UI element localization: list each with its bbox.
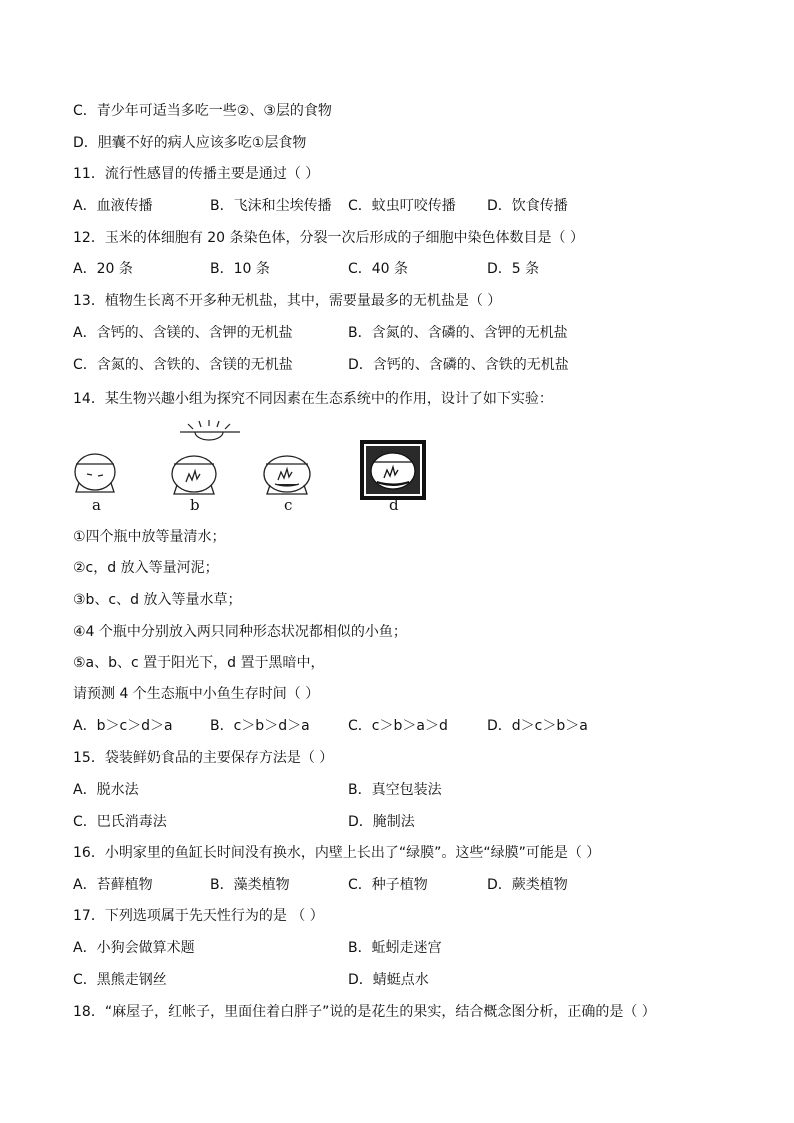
q14-option-c: C．c＞b＞a＞d <box>348 718 448 734</box>
q12-option-b: B．10 条 <box>210 261 270 277</box>
q14-step-1: ①四个瓶中放等量清水； <box>73 529 226 545</box>
bottle-label-b: b <box>190 496 200 514</box>
bottle-c <box>264 456 310 494</box>
q14-step-3: ③b、c、d 放入等量水草； <box>73 592 242 608</box>
q11-option-b: B．飞沫和尘埃传播 <box>210 198 332 214</box>
q17-option-c: C．黑熊走钢丝 <box>73 972 167 988</box>
q17-option-a: A．小狗会做算术题 <box>73 940 195 956</box>
q15-option-c: C．巴氏消毒法 <box>73 814 167 830</box>
question-17: 17．下列选项属于先天性行为的是 （ ） <box>73 908 324 924</box>
question-15: 15．袋装鲜奶食品的主要保存方法是（ ） <box>73 750 334 766</box>
q13-option-a: A．含钙的、含镁的、含钾的无机盐 <box>73 325 293 341</box>
question-11: 11．流行性感冒的传播主要是通过（ ） <box>73 166 320 182</box>
q11-option-c: C．蚊虫叮咬传播 <box>348 198 456 214</box>
bottle-label-a: a <box>92 496 101 514</box>
q14-step-4: ④4 个瓶中分别放入两只同种形态状况都相似的小鱼； <box>73 624 407 640</box>
q13-option-c: C．含氮的、含铁的、含镁的无机盐 <box>73 357 293 373</box>
bottle-label-c: c <box>284 496 293 514</box>
q11-option-a: A．血液传播 <box>73 198 153 214</box>
question-16: 16．小明家里的鱼缸长时间没有换水，内壁上长出了“绿膜”。这些“绿膜”可能是（ ） <box>73 845 601 861</box>
bottle-a <box>75 454 115 492</box>
question-13: 13．植物生长离不开多种无机盐，其中，需要量最多的无机盐是（ ） <box>73 293 502 309</box>
option-line-d: D．胆囊不好的病人应该多吃①层食物 <box>73 135 307 151</box>
option-line-c: C．青少年可适当多吃一些②、③层的食物 <box>73 103 332 119</box>
q15-option-a: A．脱水法 <box>73 782 139 798</box>
q16-option-d: D．蕨类植物 <box>487 877 568 893</box>
q16-option-c: C．种子植物 <box>348 877 428 893</box>
ecosystem-bottles-svg <box>70 420 430 520</box>
bottle-b <box>172 456 216 494</box>
q17-option-b: B．蚯蚓走迷宫 <box>348 940 442 956</box>
q14-option-d: D．d＞c＞b＞a <box>487 718 588 734</box>
bottle-d <box>362 442 424 498</box>
sun-icon <box>180 420 240 440</box>
q12-option-d: D．5 条 <box>487 261 540 277</box>
q14-step-5: ⑤a、b、c 置于阳光下，d 置于黑暗中， <box>73 655 325 671</box>
q17-option-d: D．蜻蜓点水 <box>348 972 429 988</box>
q13-option-d: D．含钙的、含磷的、含铁的无机盐 <box>348 357 569 373</box>
bottle-label-d: d <box>389 496 399 514</box>
q12-option-a: A．20 条 <box>73 261 133 277</box>
q13-option-b: B．含氮的、含磷的、含钾的无机盐 <box>348 325 568 341</box>
q14-prompt: 请预测 4 个生态瓶中小鱼生存时间（ ） <box>73 686 320 702</box>
q14-option-a: A．b＞c＞d＞a <box>73 718 173 734</box>
q14-option-b: B．c＞b＞d＞a <box>210 718 310 734</box>
question-14: 14．某生物兴趣小组为探究不同因素在生态系统中的作用，设计了如下实验： <box>73 391 553 407</box>
question-18: 18．“麻屋子，红帐子，里面住着白胖子”说的是花生的果实，结合概念图分析，正确的是（ ） <box>73 1004 656 1020</box>
q14-step-2: ②c，d 放入等量河泥； <box>73 560 219 576</box>
question-12: 12．玉米的体细胞有 20 条染色体，分裂一次后形成的子细胞中染色体数目是（ ） <box>73 230 584 246</box>
q12-option-c: C．40 条 <box>348 261 409 277</box>
q15-option-d: D．腌制法 <box>348 814 415 830</box>
ecosystem-bottles-figure <box>70 420 430 520</box>
q15-option-b: B．真空包装法 <box>348 782 442 798</box>
q11-option-d: D．饮食传播 <box>487 198 568 214</box>
q16-option-a: A．苔藓植物 <box>73 877 153 893</box>
q16-option-b: B．藻类植物 <box>210 877 290 893</box>
